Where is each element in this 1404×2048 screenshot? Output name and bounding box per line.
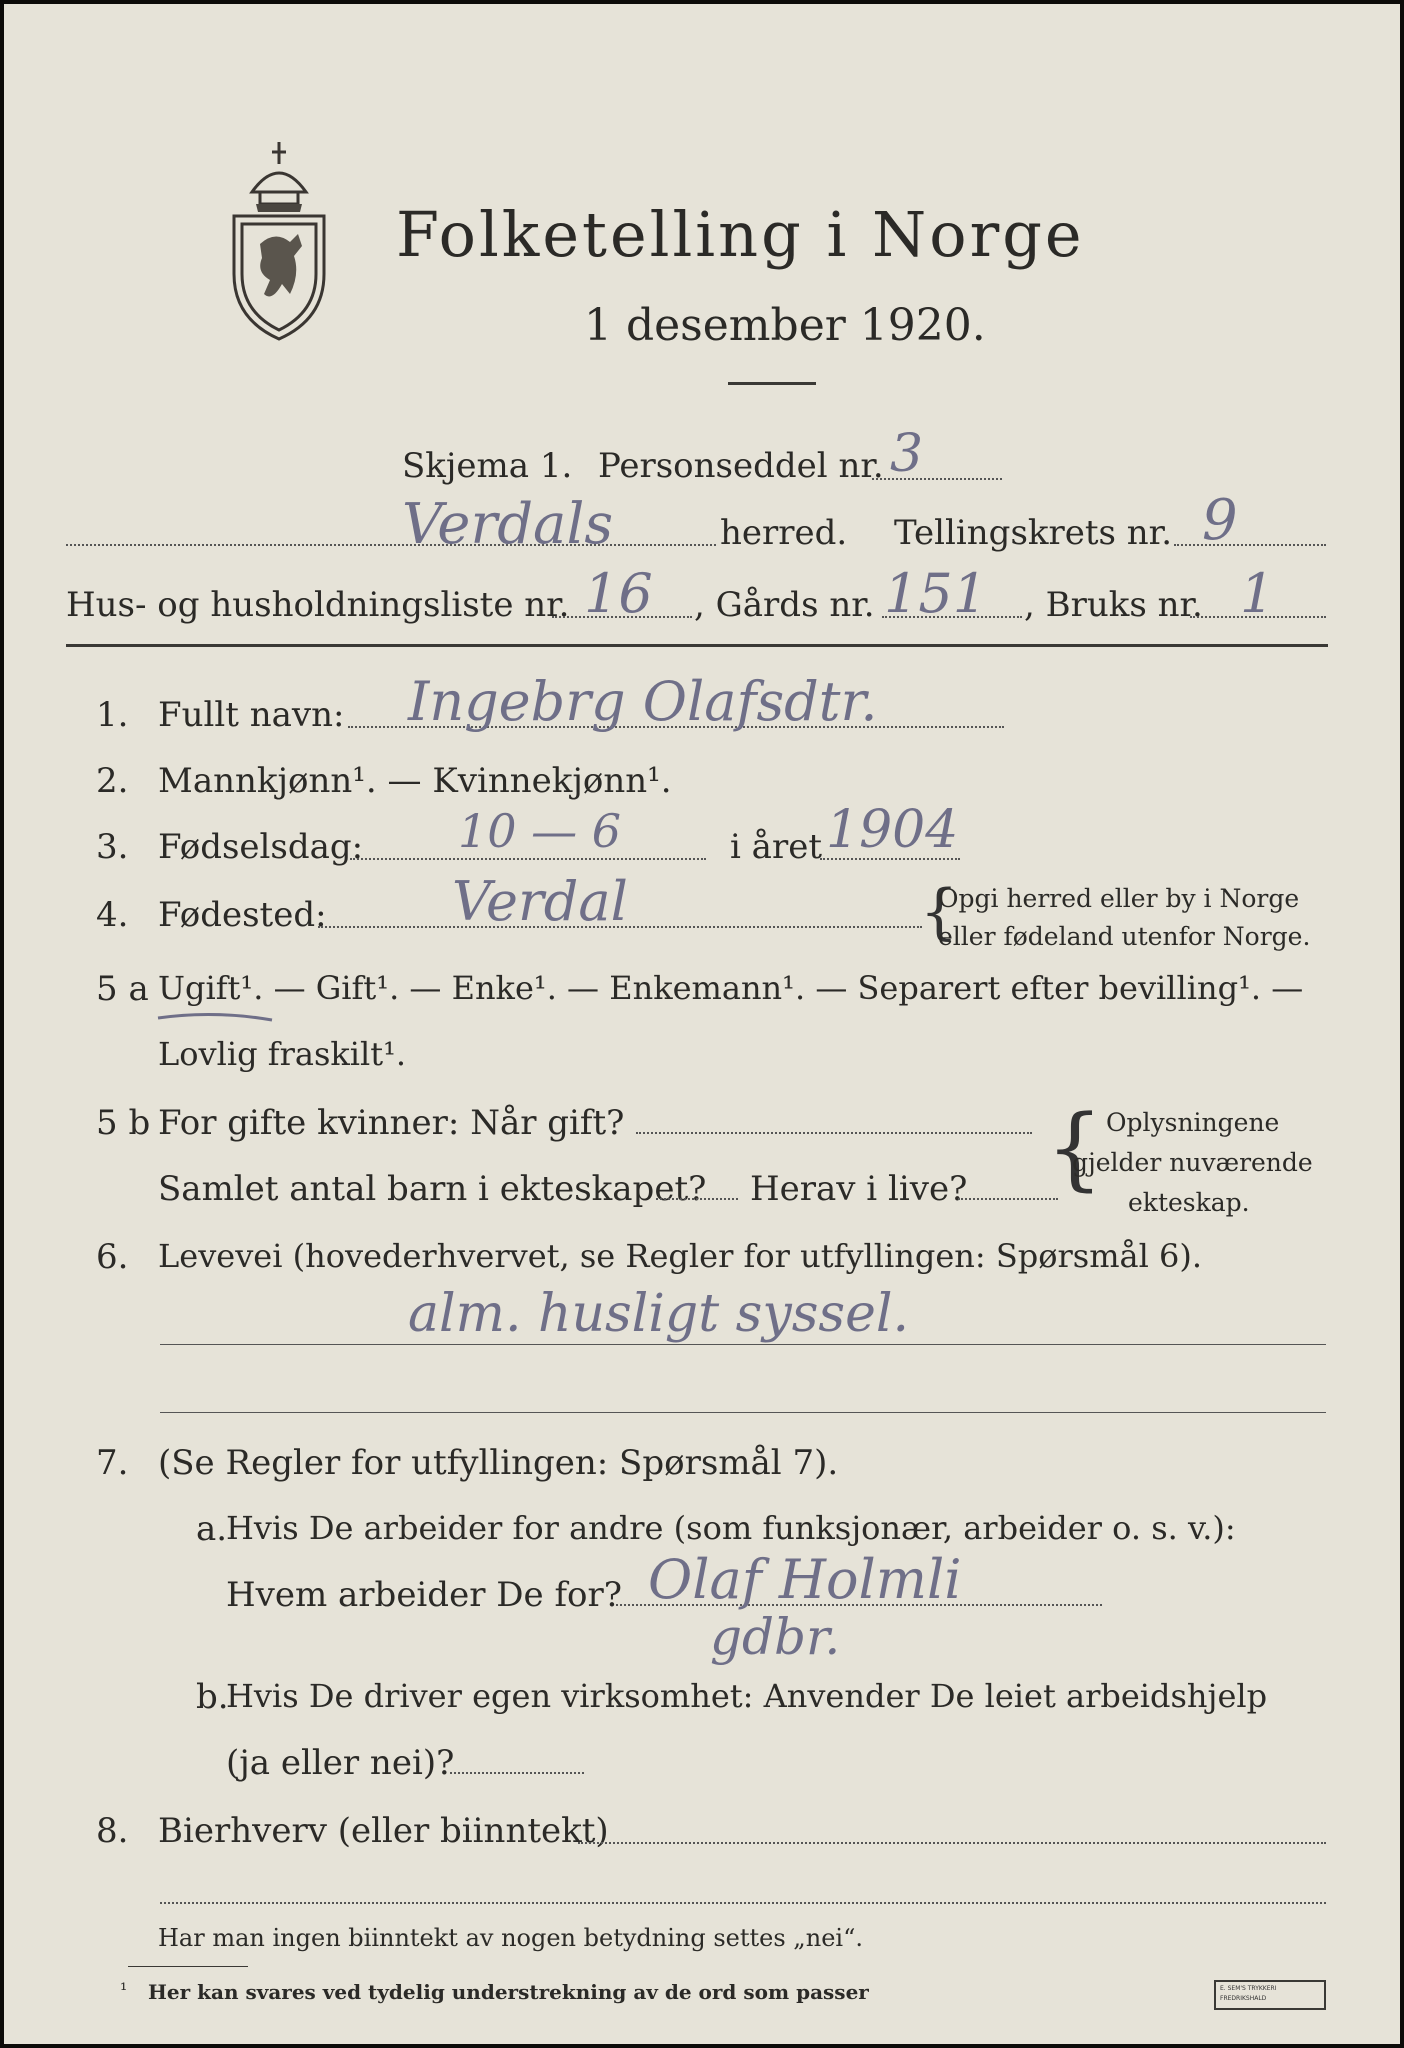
q7a-value1: Olaf Holmli xyxy=(648,1548,962,1611)
q4-number: 4. xyxy=(96,895,129,935)
q4-note-line1: Opgi herred eller by i Norge xyxy=(938,884,1300,913)
q3-label: Fødselsdag: xyxy=(158,827,364,867)
q7b-field[interactable] xyxy=(450,1772,584,1774)
q4-value: Verdal xyxy=(452,870,628,933)
census-date: 1 desember 1920. xyxy=(584,300,986,351)
q6-number: 6. xyxy=(96,1237,129,1277)
herred-value: Verdals xyxy=(402,492,614,557)
q7b-letter: b. xyxy=(196,1677,229,1717)
q2-number: 2. xyxy=(96,761,129,801)
q6-field-line1[interactable] xyxy=(160,1344,1326,1345)
q3-year-label: i året xyxy=(730,827,822,867)
q7a-line2: Hvem arbeider De for? xyxy=(226,1575,622,1615)
title-divider xyxy=(728,382,816,385)
q4-label: Fødested: xyxy=(158,895,327,935)
q5b-number: 5 b xyxy=(96,1103,151,1143)
footnote-divider xyxy=(128,1966,248,1967)
hus-value: 16 xyxy=(584,562,653,625)
q5a-line2[interactable]: Lovlig fraskilt¹. xyxy=(158,1035,407,1073)
tellingskrets-value: 9 xyxy=(1202,488,1238,553)
tellingskrets-field[interactable] xyxy=(1174,544,1326,546)
q8-label: Bierhverv (eller biinntekt) xyxy=(158,1811,609,1851)
q5b-line2a: Samlet antal barn i ekteskapet? xyxy=(158,1169,707,1209)
footnote-mark: ¹ xyxy=(120,1980,128,2001)
q3-value: 10 — 6 xyxy=(458,804,622,858)
q5b-note-brace: { xyxy=(1046,1096,1104,1201)
q3-year-value: 1904 xyxy=(826,800,959,860)
q1-label: Fullt navn: xyxy=(158,695,345,735)
q4-note-brace: { xyxy=(920,877,959,947)
hus-label: Hus- og husholdningsliste nr. xyxy=(66,585,570,625)
bruks-label: , Bruks nr. xyxy=(1024,585,1203,625)
herred-field[interactable] xyxy=(66,544,716,546)
q6-value: alm. husligt syssel. xyxy=(408,1284,910,1344)
bruks-value: 1 xyxy=(1240,562,1275,625)
q5b-line2b: Herav i live? xyxy=(750,1169,968,1209)
q7a-line1: Hvis De arbeider for andre (som funksjonær, arbeider o. s. v.): xyxy=(226,1509,1236,1547)
q7b-line2: (ja eller nei)? xyxy=(226,1743,455,1783)
q3-number: 3. xyxy=(96,827,129,867)
footer-note: Har man ingen biinntekt av nogen betydning settes „nei“. xyxy=(158,1924,863,1952)
q2-label: Mannkjønn¹. — Kvinnekjønn¹. xyxy=(158,761,672,801)
q7a-value2: gdbr. xyxy=(710,1608,841,1666)
q5b-note-line2: gjelder nuværende xyxy=(1072,1148,1313,1177)
q8-field-line2[interactable] xyxy=(160,1902,1326,1904)
q6-label: Levevei (hovederhvervet, se Regler for utfyllingen: Spørsmål 6). xyxy=(158,1237,1203,1275)
q7b-line1: Hvis De driver egen virksomhet: Anvender De leiet arbeidshjelp xyxy=(226,1677,1268,1715)
q5a-line1[interactable]: Ugift¹. — Gift¹. — Enke¹. — Enkemann¹. — Separert efter bevilling¹. — xyxy=(158,969,1304,1007)
q3-date-field[interactable] xyxy=(350,858,706,860)
ugift-underline-mark xyxy=(154,1008,278,1024)
q7-number: 7. xyxy=(96,1443,129,1483)
q1-value: Ingebrg Olafsdtr. xyxy=(408,670,878,733)
q8-number: 8. xyxy=(96,1811,129,1851)
tellingskrets-label: Tellingskrets nr. xyxy=(894,513,1173,553)
q5a-number: 5 a xyxy=(96,969,149,1009)
q8-field-line1[interactable] xyxy=(578,1842,1326,1844)
q1-number: 1. xyxy=(96,695,129,735)
printer-stamp-text: E. SEM'S TRYKKERI FREDRIKSHALD xyxy=(1220,1985,1277,2002)
printer-stamp xyxy=(1214,1980,1326,2010)
q5b-alive-field[interactable] xyxy=(958,1198,1058,1200)
q7a-letter: a. xyxy=(196,1509,228,1549)
q6-field-line2[interactable] xyxy=(160,1412,1326,1413)
q5b-children-field[interactable] xyxy=(656,1198,738,1200)
coat-of-arms-logo xyxy=(220,134,338,344)
census-form-sheet xyxy=(4,4,1400,2044)
header-divider xyxy=(66,644,1328,647)
personseddel-label: Personseddel nr. xyxy=(598,446,884,486)
q5b-line1: For gifte kvinner: Når gift? xyxy=(158,1103,625,1143)
skjema-label: Skjema 1. xyxy=(402,446,573,486)
gards-value: 151 xyxy=(884,562,988,625)
q4-note-line2: eller fødeland utenfor Norge. xyxy=(938,922,1311,951)
q5b-note-line3: ekteskap. xyxy=(1128,1188,1250,1217)
q5b-married-field[interactable] xyxy=(636,1132,1032,1134)
q7-label: (Se Regler for utfyllingen: Spørsmål 7). xyxy=(158,1443,839,1483)
personseddel-value: 3 xyxy=(890,424,924,484)
q5b-note-line1: Oplysningene xyxy=(1106,1108,1280,1137)
form-title: Folketelling i Norge xyxy=(396,198,1085,271)
herred-label: herred. xyxy=(720,513,848,553)
footnote-text: Her kan svares ved tydelig understrekning av de ord som passer xyxy=(148,1980,869,2004)
gards-label: , Gårds nr. xyxy=(694,585,875,625)
